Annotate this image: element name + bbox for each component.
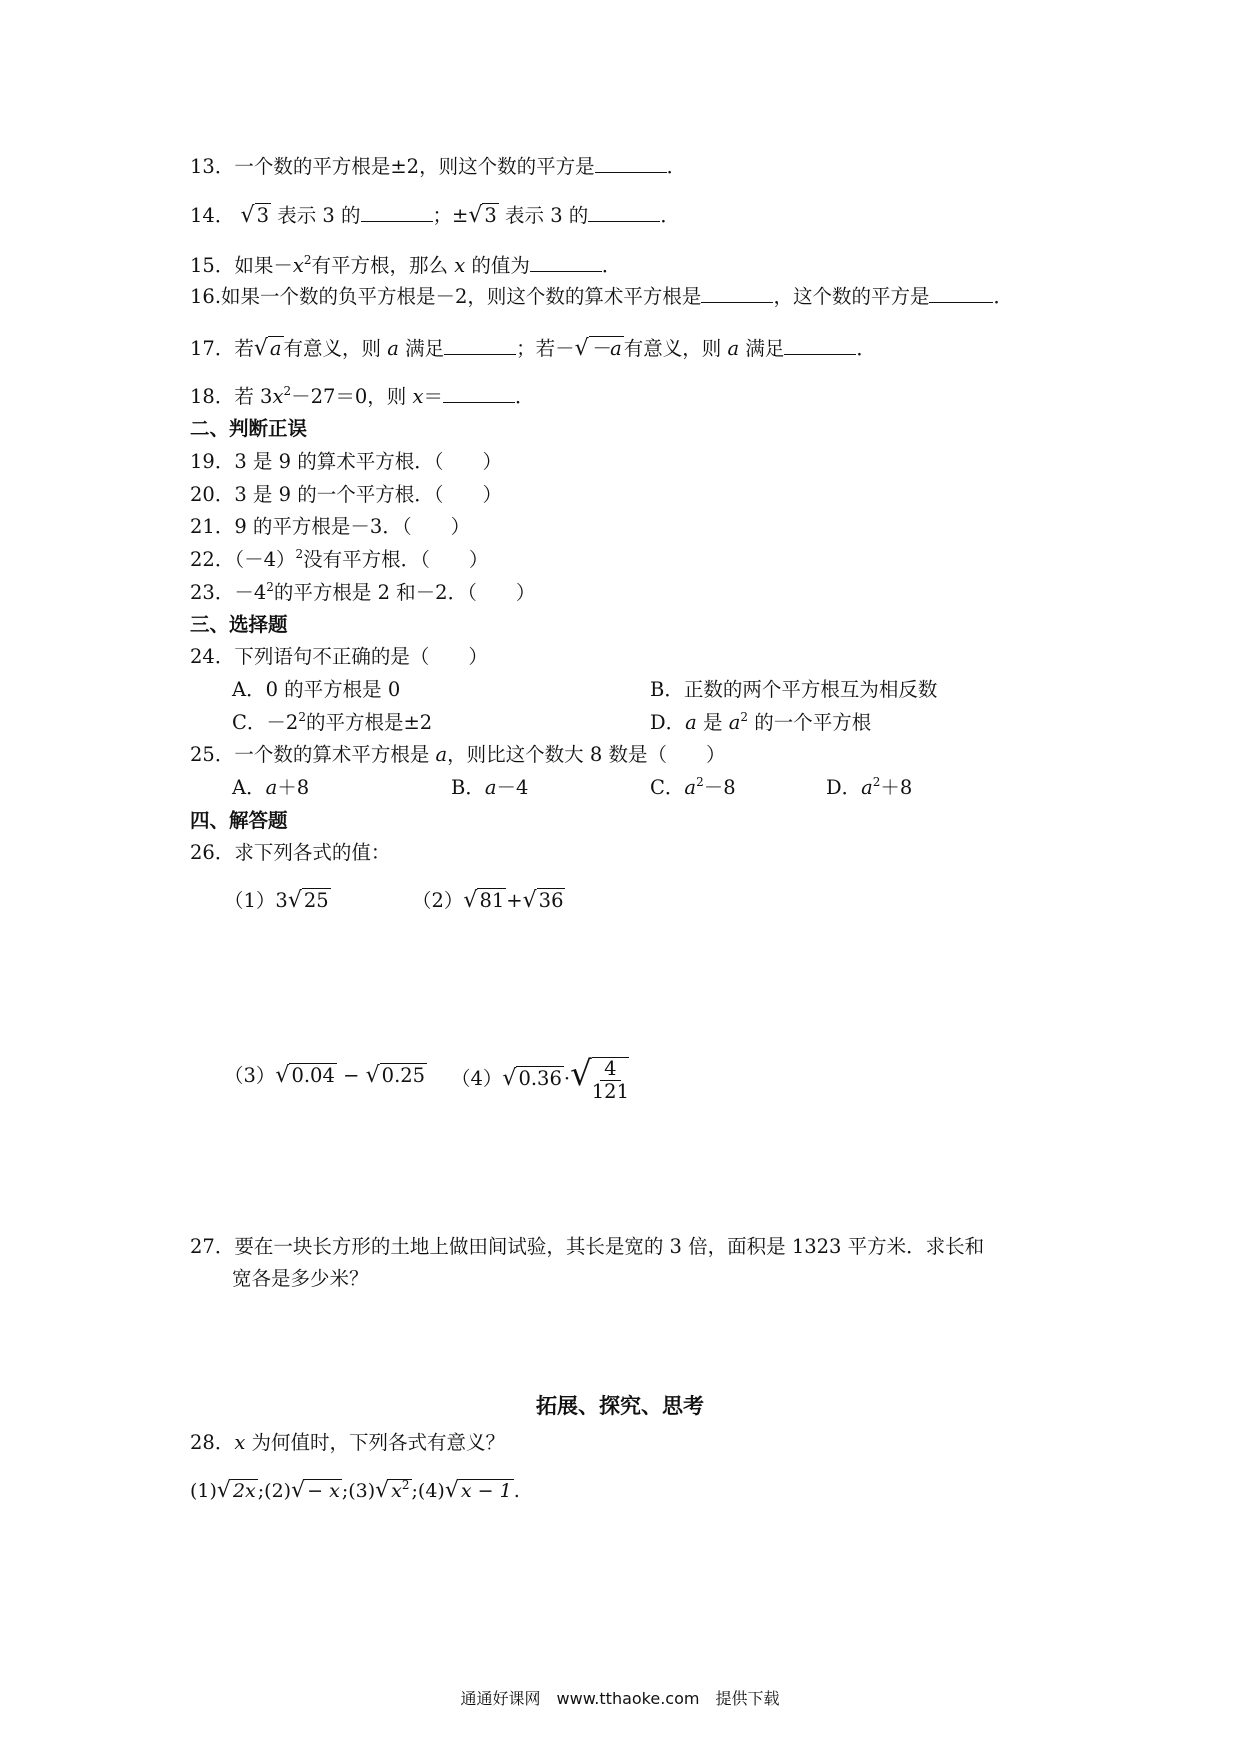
- q24-option-c[interactable]: [232, 710, 432, 736]
- radicand: 2x: [232, 1480, 256, 1502]
- exponent: 2: [298, 710, 306, 724]
- q26-part-1: [224, 888, 331, 914]
- q-end: ．: [660, 204, 680, 227]
- q-number: 18．: [190, 385, 235, 408]
- question-22: [190, 547, 488, 573]
- q26-part-4: [451, 1052, 629, 1103]
- operator: −: [343, 1064, 360, 1087]
- fraction: [592, 1057, 629, 1103]
- q-text: 没有平方根．（ ）: [303, 548, 489, 571]
- variable: x: [412, 385, 424, 408]
- q-text: ，这个数的平方是: [773, 285, 930, 308]
- option-text: －8: [703, 776, 736, 799]
- variable: x: [272, 385, 284, 408]
- q-number: 17．: [190, 337, 235, 360]
- option-text: C．: [650, 776, 685, 799]
- option-text: D．: [826, 776, 862, 799]
- numerator: 4: [600, 1058, 620, 1081]
- q-end: .: [513, 1480, 520, 1502]
- radical-sign: √: [365, 1063, 380, 1088]
- q-end: ．: [993, 285, 1013, 308]
- q-text: 一个数的平方根是±2，则这个数的平方是: [234, 155, 595, 178]
- q-text: 表示 3 的: [277, 204, 361, 227]
- q-end: ．: [666, 155, 687, 178]
- q-text: 满足: [405, 337, 445, 360]
- radical-sign: √: [463, 888, 478, 913]
- exponent: 2: [696, 775, 704, 789]
- radical-sign: √: [522, 888, 537, 913]
- answer-blank[interactable]: [595, 154, 667, 173]
- q-text: ，则比这个数大 8 数是（ ）: [447, 743, 726, 766]
- variable: a: [728, 711, 741, 734]
- q-text: ；±: [432, 204, 469, 227]
- radical-sign: √: [216, 1478, 231, 1503]
- sqrt-fraction: [570, 1052, 629, 1103]
- question-13: [190, 154, 686, 180]
- q-text: 如果一个数的负平方根是－2，则这个数的算术平方根是: [221, 285, 702, 308]
- option-text: 的平方根是±2: [305, 711, 433, 734]
- exponent: 2: [401, 1478, 410, 1492]
- q-text: 表示 3 的: [505, 204, 589, 227]
- section-heading-solve: 四、解答题: [190, 809, 288, 832]
- option-text: C．－2: [232, 711, 299, 734]
- exponent: 2: [872, 775, 881, 789]
- part-label: （2）: [412, 889, 464, 912]
- radicand: 25: [303, 889, 329, 912]
- q-number: 14．: [190, 204, 235, 227]
- radicand: 0.36: [518, 1067, 562, 1090]
- q-text: 23．－4: [190, 581, 267, 604]
- radical-sign: √: [444, 1478, 459, 1503]
- variable: a: [435, 743, 448, 766]
- answer-blank[interactable]: [929, 284, 993, 303]
- question-20: 20．3 是 9 的一个平方根．（ ）: [190, 483, 502, 506]
- variable: a: [727, 337, 740, 360]
- operator: ·: [563, 1067, 571, 1090]
- q-number: 16.: [190, 285, 222, 308]
- q-text: 为何值时，下列各式有意义？: [251, 1431, 506, 1454]
- variable: x: [292, 254, 304, 277]
- q25-option-c[interactable]: [650, 775, 736, 801]
- question-21: 21．9 的平方根是－3．（ ）: [190, 515, 471, 538]
- q26-part-3: [224, 1063, 427, 1089]
- variable: x: [454, 254, 466, 277]
- q-text: 22．（－4）: [190, 548, 296, 571]
- radicand: − x: [307, 1480, 340, 1502]
- radical-sign: √: [502, 1066, 517, 1091]
- radical-sign: √: [570, 1054, 592, 1094]
- q-text: 有意义，则: [283, 337, 382, 360]
- sqrt-expression: [291, 1478, 342, 1504]
- section-heading-choice: 三、选择题: [190, 613, 288, 636]
- radical-sign: √: [291, 1478, 306, 1503]
- sqrt-expression: [275, 1063, 336, 1089]
- q25-option-d[interactable]: [826, 775, 912, 801]
- operator: +: [506, 889, 523, 912]
- part-label: （3）: [224, 1064, 276, 1087]
- variable: a: [861, 776, 873, 799]
- part-label: ;(3): [341, 1480, 376, 1502]
- q-text: 若 3: [234, 385, 273, 408]
- question-26-stem: 26．求下列各式的值：: [190, 841, 391, 864]
- option-text: A．: [232, 776, 266, 799]
- radicand: x − 1: [460, 1480, 512, 1502]
- q25-option-a[interactable]: [232, 775, 309, 801]
- q-text: 若: [234, 337, 254, 360]
- question-28-stem: [190, 1430, 505, 1456]
- sqrt-expression: [523, 888, 566, 914]
- q-end: ．: [515, 385, 535, 408]
- question-19: 19．3 是 9 的算术平方根．（ ）: [190, 450, 502, 473]
- variable: a: [387, 337, 399, 360]
- sqrt-expression: [502, 1057, 563, 1101]
- option-text: B．: [451, 776, 485, 799]
- q-text: 25．一个数的算术平方根是: [190, 743, 430, 766]
- sqrt-expression: [445, 1478, 514, 1504]
- question-27-line-1: 27．要在一块长方形的土地上做田间试验，其长是宽的 3 倍，面积是 1323 平方米．求长和: [190, 1235, 985, 1258]
- exponent: 2: [266, 580, 274, 594]
- q-text: 有意义，则: [623, 337, 722, 360]
- answer-blank[interactable]: [444, 336, 516, 355]
- question-27-line-2: 宽各是多少米？: [232, 1267, 369, 1290]
- radicand: 36: [538, 889, 564, 912]
- q-number: 28．: [190, 1431, 235, 1454]
- radical-sign: √: [468, 203, 483, 228]
- radicand: －a: [590, 337, 622, 360]
- q-text: 如果－: [234, 254, 293, 277]
- radicand: [389, 1479, 411, 1502]
- q-text: －27＝0，则: [291, 385, 407, 408]
- radicand: 81: [479, 889, 505, 912]
- sqrt-expression: [375, 1478, 411, 1504]
- page-footer[interactable]: 通通好课网 www.tthaoke.com 提供下载: [460, 1689, 780, 1708]
- option-text: 的一个平方根: [754, 711, 872, 734]
- sqrt-expression: [241, 203, 271, 229]
- variable: a: [265, 776, 278, 799]
- part-label: ;(4): [411, 1480, 445, 1502]
- radical-sign: √: [287, 888, 302, 913]
- part-label: （4）: [451, 1067, 503, 1090]
- q-text: 满足: [745, 337, 785, 360]
- q-text: ＝: [423, 385, 444, 408]
- question-17: [190, 336, 876, 362]
- question-15: [190, 253, 621, 279]
- q25-option-b[interactable]: [451, 775, 528, 801]
- answer-blank[interactable]: [443, 384, 515, 403]
- q26-part-2: [412, 888, 565, 914]
- q-text: 有平方根，那么: [311, 254, 448, 277]
- variable: x: [391, 1480, 402, 1502]
- question-18: [190, 384, 535, 410]
- q-text: ；若－: [516, 337, 575, 360]
- denominator: 121: [591, 1079, 629, 1103]
- radical-sign: √: [240, 203, 255, 228]
- sqrt-expression: [254, 336, 284, 362]
- q-end: ．: [856, 337, 876, 360]
- part-label: (1): [190, 1480, 217, 1502]
- answer-blank[interactable]: [588, 203, 660, 222]
- question-25-stem: [190, 742, 725, 768]
- variable: a: [685, 711, 697, 734]
- variable: a: [484, 776, 497, 799]
- option-text: －4: [496, 776, 529, 799]
- exponent: 2: [740, 710, 748, 724]
- option-text: ＋8: [880, 776, 913, 799]
- exponent: 2: [295, 547, 304, 561]
- section-heading-judge: 二、判断正误: [190, 417, 308, 440]
- question-14: [190, 203, 680, 229]
- q24-option-a[interactable]: A．0 的平方根是 0: [232, 678, 401, 701]
- q24-option-d[interactable]: [650, 710, 871, 736]
- q24-option-b[interactable]: B．正数的两个平方根互为相反数: [650, 678, 938, 701]
- radicand: 3: [484, 204, 497, 227]
- radicand: 3: [256, 204, 269, 227]
- q-number: 13．: [190, 155, 235, 178]
- radical-sign: √: [275, 1063, 290, 1088]
- variable: a: [684, 776, 697, 799]
- radicand: 0.04: [291, 1064, 335, 1087]
- option-text: 是: [702, 711, 723, 734]
- question-23: [190, 580, 535, 606]
- option-text: ＋8: [277, 776, 310, 799]
- radicand: a: [269, 337, 282, 360]
- radical-sign: √: [375, 1478, 390, 1503]
- question-28-expressions: [190, 1478, 520, 1504]
- question-24-stem: 24．下列语句不正确的是（ ）: [190, 645, 488, 668]
- part-label: ;(2): [257, 1480, 292, 1502]
- sqrt-expression: [575, 336, 624, 362]
- answer-blank[interactable]: [530, 253, 602, 272]
- exponent: 2: [303, 253, 312, 267]
- radicand: 0.25: [381, 1064, 426, 1087]
- exponent: 2: [283, 384, 292, 398]
- answer-blank[interactable]: [361, 203, 433, 222]
- q-end: ．: [601, 254, 622, 277]
- sqrt-expression: [288, 888, 331, 914]
- section-heading-extension: 拓展、探究、思考: [536, 1394, 704, 1418]
- answer-blank[interactable]: [784, 336, 856, 355]
- q-text: 的值为: [471, 254, 530, 277]
- variable: x: [234, 1431, 246, 1454]
- q-number: 15．: [190, 254, 235, 277]
- option-text: D．: [650, 711, 686, 734]
- answer-blank[interactable]: [701, 284, 773, 303]
- part-label: （1）3: [224, 889, 288, 912]
- sqrt-expression: [463, 888, 506, 914]
- question-16: [190, 284, 1013, 310]
- sqrt-expression: [217, 1478, 258, 1504]
- radical-sign: √: [253, 336, 268, 361]
- radical-sign: √: [574, 336, 589, 361]
- q-text: 的平方根是 2 和－2．（ ）: [273, 581, 536, 604]
- sqrt-expression: [468, 203, 498, 229]
- sqrt-expression: [366, 1063, 427, 1089]
